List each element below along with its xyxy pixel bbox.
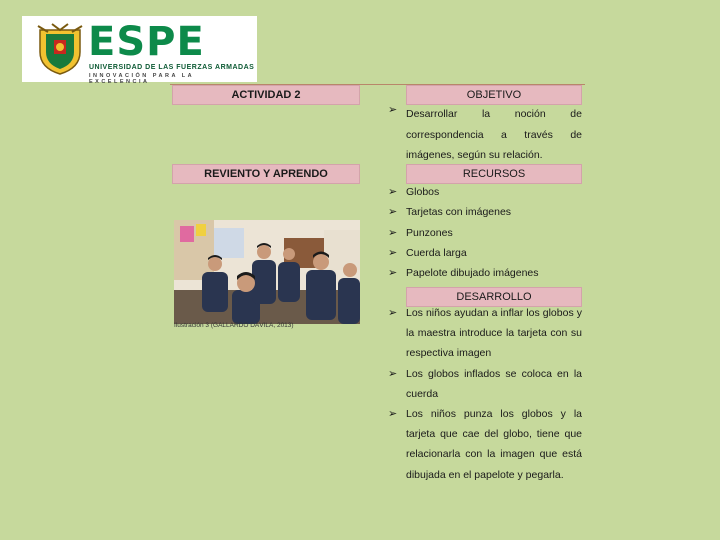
development-header: DESARROLLO (456, 291, 532, 303)
list-item (388, 202, 584, 222)
development-step: Los globos inflados se coloca en la cuerda (406, 367, 582, 400)
resources-header-cell (406, 164, 582, 184)
classroom-photo (174, 220, 360, 324)
activity-name: REVIENTO Y APRENDO (204, 168, 328, 180)
list-item (388, 243, 584, 263)
arrow-bullet-icon: ➢ (388, 186, 398, 198)
logo-university-name: UNIVERSIDAD DE LAS FUERZAS ARMADAS (89, 64, 255, 71)
arrow-bullet-icon: ➢ (388, 367, 398, 380)
list-item (388, 263, 584, 283)
children-photo-image (174, 220, 360, 324)
resource-label: Tarjetas con imágenes (406, 206, 512, 219)
list-item (388, 303, 584, 364)
logo-wordmark: ESPE (88, 19, 205, 65)
logo-tagline: INNOVACIÓN PARA LA EXCELENCIA (89, 73, 194, 85)
arrow-bullet-icon: ➢ (388, 206, 398, 219)
arrow-bullet-icon: ➢ (388, 246, 398, 259)
list-item (388, 404, 584, 485)
list-item (388, 223, 584, 243)
arrow-bullet-icon: ➢ (388, 307, 398, 319)
resources-list (388, 182, 584, 283)
objective-header-cell (406, 85, 582, 105)
arrow-bullet-icon: ➢ (388, 408, 398, 421)
university-crest-icon (34, 22, 86, 76)
activity-title: ACTIVIDAD 2 (231, 89, 301, 101)
resources-header: RECURSOS (462, 168, 526, 180)
espe-logo (22, 16, 257, 85)
resource-label: Papelote dibujado imágenes (406, 267, 539, 280)
development-step: Los niños punza los globos y la tarjeta que cae del globo, tiene que relacionarla con la imagen que está dibujada en el papelote y pegarla. (406, 408, 582, 481)
resource-label: Globos (406, 186, 440, 198)
list-item (388, 364, 584, 404)
activity-title-cell (172, 85, 360, 105)
arrow-bullet-icon: ➢ (388, 104, 398, 116)
resource-label: Punzones (406, 226, 453, 239)
development-step: Los niños ayudan a inflar los globos y la maestra introduce la tarjeta con su respectiva imagen (406, 307, 582, 360)
resource-label: Cuerda larga (406, 246, 467, 259)
activity-name-cell (172, 164, 360, 184)
activity-document (170, 84, 585, 540)
arrow-bullet-icon: ➢ (388, 267, 398, 280)
photo-caption: Ilustración 3 (GALLARDO DÁVILA, 2013) (174, 322, 294, 329)
development-list (388, 303, 584, 485)
list-item (388, 182, 584, 202)
arrow-bullet-icon: ➢ (388, 226, 398, 239)
objective-header: OBJETIVO (466, 89, 522, 101)
objective-text: Desarrollar la noción de correspondencia a través de imágenes, según su relación. (406, 108, 582, 161)
